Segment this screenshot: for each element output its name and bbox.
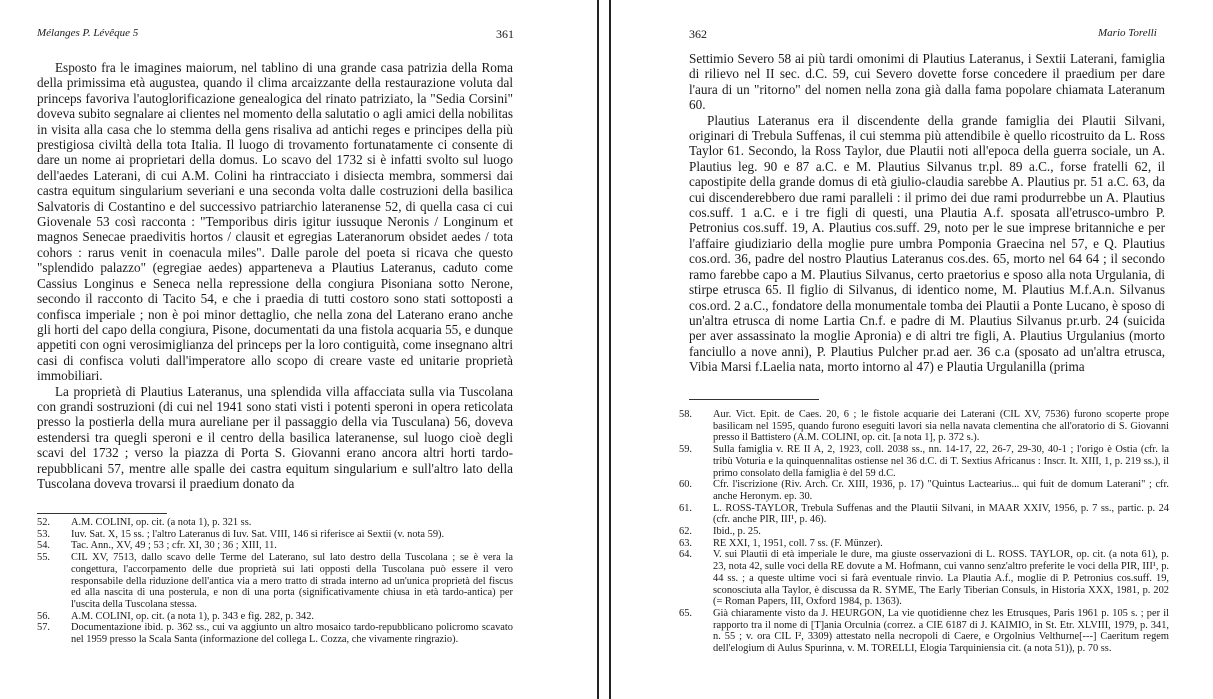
footnotes [679,409,1169,655]
footnote-text: CIL XV, 7513, dallo scavo delle Terme del Laterano, sul lato destro della Tuscolana ; se è vera la congettura, l'accorpamento delle due proprietà sui lati opposti della Tuscolana può essere il vero responsabile della riduzione dell'antica via a mero tratto di strada interno ad un'unica proprietà del fiscus ed alla nascita di una posterula, e non di una porta (significativamente chiusa in età tardo-antica) per l'uscita della Tuscolana stessa. [71,552,513,610]
footnote-text: A.M. COLINI, op. cit. (a nota 1), p. 343 e fig. 282, p. 342. [71,610,314,622]
paragraph: Esposto fra le imagines maiorum, nel tablino di una grande casa patrizia della Roma della primissima età augustea, quando il clima arcaizzante della restaurazione voluta dal princeps favoriva l'autoglorificazione genealogica del rinato patriziato, la "Sedia Corsini" doveva subito segnalare ai clientes nel momento della salutatio o agli amici della nobilitas in visita alla casa che lo stemma della gens risaliva ad antichi reges e principes della più prestigiosa civiltà della tota Italia. Il luogo di trovamento fortunatamente ci consente di dare un nome ai proprietari della domus. Lo scavo del 1732 si è infatti svolto sul luogo dell'aedes Laterani, di cui A.M. Colini ha rintracciato i disiecta membra, sommersi dai castra equitum singularium severiani e una seconda volta dalle costruzioni della basilica Salvatoris di Costantino e del successivo patriarchio lateranense 52, di quella casa ci cui Giovenale 53 così racconta : "Temporibus diris igitur iussuque Neronis / Longinum et magnos Senecae praedivitis hortos / clausit et egregias Lateranorum obsidet aedes / tota cohors : rarus venit in coenacula miles". Dalle parole del poeta si ricava che questo "splendido palazzo" (egregiae aedes) apparteneva a Plautius Lateranus, caduto come Cassius Longinus e Seneca nella repressione della congiura Pisoniana sotto Nerone, secondo il racconto di Tacito 54, e che i praedia di tutti costoro sono stati sottoposti a confisca imperiale ; non è poi minor dettaglio, che nella zona del Laterano erano anche gli horti del capo della congiura, Pisone, documentati da una fistola acquaria 55, e dunque appetiti con ogni verosimiglianza del princeps per la loro contiguità, come insegnano altri casi di confisca voluti dall'imperatore allo scopo di creare vaste ed unitarie proprietà immobiliari. [37,60,513,384]
footnote-number: 61. [679,502,692,514]
footnote [679,549,1169,608]
footnote-number: 59. [679,444,692,456]
footnote-separator [37,513,167,514]
footnote-number: 56. [37,610,50,622]
paragraph: Plautius Lateranus era il discendente della grande famiglia dei Plautii Silvani, originari di Trebula Suffenas, il cui stemma più attendibile è quello ricostruito da L. Ross Taylor 61. Secondo, la Ross Taylor, due Plautii noti all'epoca della guerra sociale, un A. Plautius leg. 90 e 87 a.C. e M. Plautius Silvanus tr.pl. 89 a.C., forse fratelli 62, il capostipite della grande domus di età giulio-claudia sarebbe A. Plautius pr. 51 a.C. 63, da cui discenderebbero due rami paralleli : il primo dei due rami produrrebbe un A. Plautius cos.suff. 1 a.C. e i tre figli di questi, una Plautia A.f. sposata all'etrusco-umbro P. Petronius cos.suff. 19, A. Plautius cos.suff. 29, noto per le sue imprese britanniche e per l'affaire giudiziario della moglie pure umbra Pomponia Graecina nel 57, e Q. Plautius cos.ord. 36, padre del nostro Plautius Lateranus cos.des. 65, morto nel 64 64 ; il secondo ramo farebbe capo a M. Plautius Silvanus, certo praetorius e sposo alla nota Urgulania, di stirpe etrusca 65. Il figlio di Silvanus, di identico nome, M. Plautius M.f.A.n. Silvanus cos.ord. 2 a.C., fondatore della monumentale tomba dei Plautii a Ponte Lucano, è sposo di un'altra etrusca di nome Lartia Cn.f. e padre di M. Plautius Silvanus pr.urb. 24 (suicida per aver assassinato la moglie Apronia) e di altri tre figli, A. Plautius Urgulanius (morto fanciullo a nove anni), P. Plautius Pulcher pr.ad aer. 36 c.a (sposato ad un'altra etrusca, Vibia Marsi f.Laelia nata, morto intorno al 47) e Plautia Urgulanilla (prima [689,112,1165,375]
footnote-number: 64. [679,549,692,561]
footnote [37,611,513,623]
page-edge [609,0,611,699]
body-text [37,60,513,491]
page-number: 361 [496,27,514,41]
footnote-text: V. sui Plautii di età imperiale le dure, ma giuste osservazioni di L. ROSS. TAYLOR, op. cit. (a nota 61), p. 23, nota 42, sulle voci della RE dovute a M. Hofmann, cui vanno senz'altro preferite le voci della PIR, III¹, p. 44 ss. ; a queste ultime voci si farà eventuale rinvio. La Plautia A.f., moglie di P. Petronius cos.suff. 19, sconosciuta alla Taylor, è discussa da R. SYME, The Early Tiberian Consuls, in Historia XXX, 1981, p. 202 (= Roman Papers, III, Oxford 1984, p. 1363). [713,549,1169,608]
footnote-text: Ibid., p. 25. [713,526,761,538]
running-header: Mario Torelli [1098,27,1157,39]
footnote-separator [689,399,819,400]
body-text [689,51,1165,375]
footnote-text: A.M. COLINI, op. cit. (a nota 1), p. 321 ss. [71,517,252,528]
footnote [37,622,513,645]
footnote-number: 62. [679,526,692,538]
book-gutter [596,0,612,699]
paragraph: La proprietà di Plautius Lateranus, una splendida villa affacciata sulla via Tuscolana con grandi sostruzioni (di cui nel 1941 sono stati visti i potenti speroni in opera reticolata presso la postierla della mura aureliane per il passaggio della via Tusculana) 56, doveva estendersi tra quegli speroni e il centro della basilica lateranense, sul luogo cioè degli scavi del 1732 ; verso la piazza di Porta S. Giovanni erano ancora altri horti tardo-repubblicani 57, mentre alle spalle dei castra equitum singularium e sull'altro lato della Tuscolana doveva trovarsi il praedium donato da [37,383,513,491]
footnotes [37,517,513,646]
footnote-text: Già chiaramente visto da J. HEURGON, La vie quotidienne chez les Etrusques, Paris 1961 p. 105 s. ; per il rapporto tra il nome di [T]ania Orculnia (correz. a CIE 6187 di J. KAIMIO, in St. Etr. XLVIII, 1979, p. 341, n. 55 ; v. ora CIL I², 3309) attestato nella necropoli di Caere, e Orgolnius Velthurne[---] Caeritum regem dell'elogium di Aulus Spurinna, v. M. TORELLI, Elogia Tarquiniensia cit. (a nota 51)), p. 70 ss. [713,607,1169,655]
footnote [37,552,513,611]
paragraph: Settimio Severo 58 ai più tardi omonimi di Plautius Lateranus, i Sextii Laterani, famiglia di rilievo nel II sec. d.C. 59, cui Severo dovette forse concedere il praedium per dare l'aura di un "ritorno" del nomen nella zona già dalla fama popolare chiamata Lateranum 60. [689,51,1165,113]
footnote-number: 55. [37,552,50,564]
footnote-text: RE XXI, 1, 1951, coll. 7 ss. (F. Münzer). [713,537,883,549]
footnote [679,444,1169,479]
footnote-text: Sulla famiglia v. RE II A, 2, 1923, coll. 2038 ss., nn. 14-17, 22, 26-7, 29-30, 40-1 ; l'origo è Ostia (cfr. la tribù Voturia e la quinquennalitas ostiense nel 36 d.C. di T. Sextius Africanus : Inscr. It. XIII, 1, p. 219 ss.), il primo consolato della famiglia è del 59 d.C. [713,444,1169,479]
right-page [612,0,1213,699]
page-edge [597,0,599,699]
footnote [37,529,513,541]
footnote-text: Iuv. Sat. X, 15 ss. ; l'altro Lateranus di Iuv. Sat. VIII, 146 si riferisce ai Sextii (v. nota 59). [71,528,445,540]
footnote-number: 63. [679,537,692,549]
footnote-text: Documentazione ibid. p. 362 ss., cui va aggiunto un altro mosaico tardo-repubblicano policromo scavato nel 1959 presso la Scala Santa (informazione del collega L. Cozza, che vivamente ringrazio). [71,622,513,646]
footnote-number: 58. [679,409,692,420]
footnote [679,608,1169,655]
footnote-number: 57. [37,622,50,634]
footnote [679,503,1169,526]
footnote [37,517,513,529]
footnote [679,526,1169,538]
footnote-number: 65. [679,607,692,619]
footnote [37,540,513,552]
footnote-number: 52. [37,517,50,528]
footnote-number: 60. [679,479,692,491]
running-header: Mélanges P. Lévêque 5 [37,27,139,39]
footnote [679,479,1169,502]
footnote [679,409,1169,444]
footnote-text: L. ROSS-TAYLOR, Trebula Suffenas and the Plautii Silvani, in MAAR XXIV, 1956, p. 7 ss., partic. p. 24 (cfr. anche PIR, III¹, p. 46). [713,502,1169,526]
footnote [679,538,1169,550]
footnote-text: Cfr. l'iscrizione (Riv. Arch. Cr. XIII, 1936, p. 17) "Quintus Lactearius... qui fuit de domum Laterani" ; cfr. anche Heronym. ep. 30. [713,479,1169,502]
footnote-text: Tac. Ann., XV, 49 ; 53 ; cfr. XI, 30 ; 36 ; XIII, 11. [71,540,277,552]
left-page [0,0,596,699]
footnote-number: 53. [37,528,50,540]
footnote-number: 54. [37,540,50,552]
footnote-text: Aur. Vict. Epit. de Caes. 20, 6 ; le fistole acquarie dei Laterani (CIL XV, 7536) furono scoperte prope basilicam nel 1595, quando furono eseguiti lavori sia nella navata clementina che all'oratorio di S. Giovanni presso il Battistero (A.M. COLINI, op. cit. [a nota 1], p. 372 s.). [713,409,1169,444]
page-number: 362 [689,27,707,41]
